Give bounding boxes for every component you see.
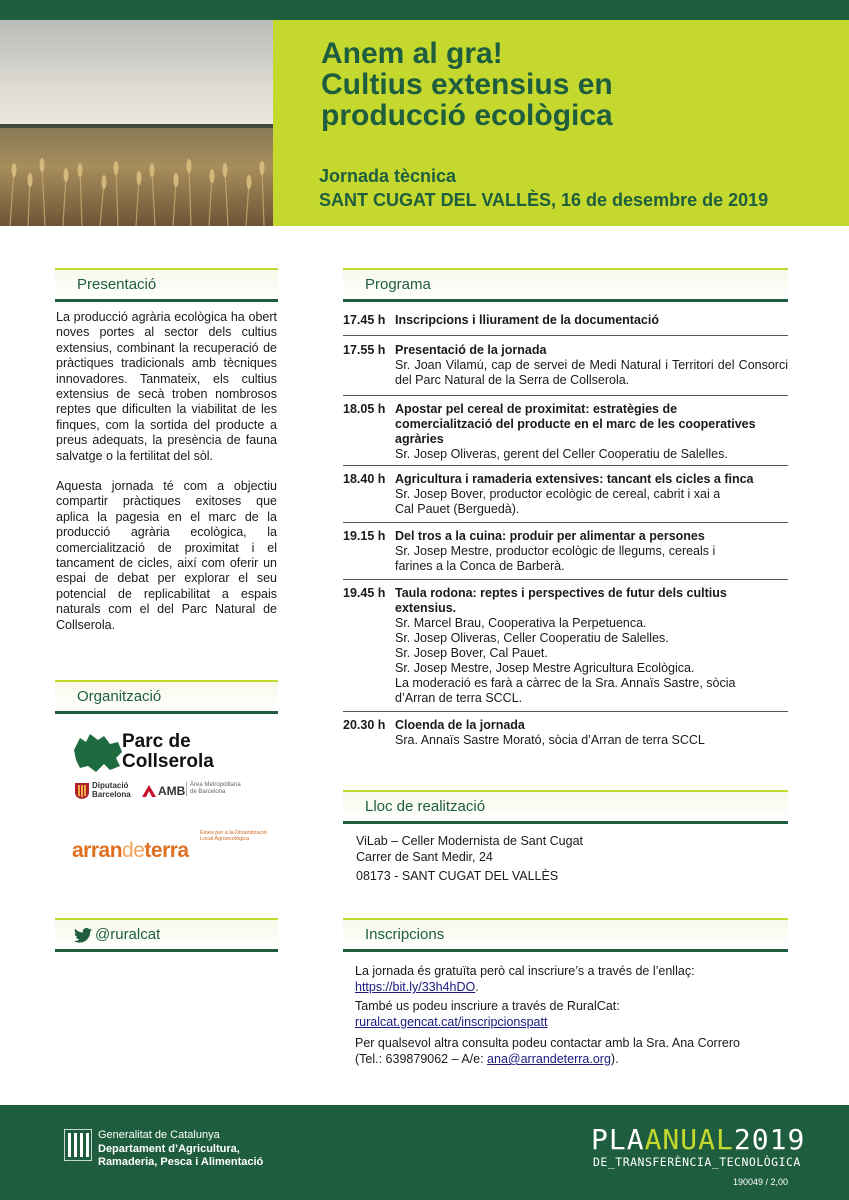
program-detail: d’Arran de terra SCCL. [395, 691, 523, 705]
diputacio-line: Barcelona [92, 790, 131, 799]
program-title: Cloenda de la jornada [395, 718, 525, 732]
section-header-programa [343, 268, 788, 302]
program-item [343, 529, 788, 574]
program-time: 19.45 h [343, 586, 386, 600]
arran-word: de [122, 839, 145, 862]
program-item [343, 313, 788, 328]
program-item [343, 718, 788, 748]
parc-logo-line: Parc de [122, 731, 191, 752]
section-header-presentacio [55, 268, 278, 302]
department-name-line1: Departament d’Agricultura, [98, 1143, 240, 1155]
diputacio-shield-icon [74, 782, 90, 800]
program-detail: Sr. Josep Bover, Cal Pauet. [395, 646, 548, 660]
program-time: 18.05 h [343, 402, 386, 416]
program-detail: Cal Pauet (Berguedà). [395, 502, 520, 516]
program-detail: Sr. Josep Oliveras, Celler Cooperatiu de Salelles. [395, 631, 669, 645]
pla-anual-logo [591, 1123, 805, 1156]
program-item [343, 343, 788, 388]
program-item-header [343, 472, 788, 487]
section-title: Inscripcions [365, 926, 445, 943]
program-detail: Sr. Josep Bover, productor ecològic de cereal, cabrit i xai a [395, 487, 721, 501]
program-item [343, 586, 788, 706]
diputacio-logo-text [92, 781, 131, 799]
arran-de-terra-logo [72, 830, 267, 864]
anual-word: ANUAL [644, 1123, 734, 1156]
title-line: Anem al gra! [321, 37, 503, 70]
event-location-date: SANT CUGAT DEL VALLÈS, 16 de desembre de 2019 [319, 190, 769, 210]
section-title: Organització [77, 688, 162, 705]
venue-name: ViLab – Celler Modernista de Sant Cugat [356, 834, 583, 848]
program-time: 17.45 h [343, 313, 386, 327]
amb-sub-line: de Barcelona [190, 789, 226, 795]
program-title: Presentació de la jornada [395, 343, 547, 357]
program-title: Agricultura i ramaderia extensives: tancant els cicles a finca [395, 472, 754, 486]
program-detail: Sr. Josep Mestre, Josep Mestre Agricultura Ecològica. [395, 661, 695, 675]
arran-word: terra [144, 839, 189, 862]
event-type: Jornada tècnica [319, 166, 457, 186]
arran-logo-text [72, 839, 189, 863]
arran-logo-tagline [200, 830, 267, 842]
top-strip [0, 0, 849, 20]
pla-anual-subtitle: DE_TRANSFERÈNCIA_TECNOLÒGICA [593, 1155, 801, 1169]
wheat-field-photo [0, 20, 273, 226]
program-title: Inscripcions i lliurament de la documentació [395, 313, 659, 327]
section-header-lloc [343, 790, 788, 824]
program-divider [343, 711, 788, 712]
department-name-line2: Ramaderia, Pesca i Alimentació [98, 1156, 264, 1168]
title-line: producció ecològica [321, 99, 613, 132]
inscripcions-paragraph-2 [355, 998, 795, 1030]
inscripcions-text: Per qualsevol altra consulta podeu contactar amb la Sra. Ana Correro [355, 1036, 740, 1050]
program-detail: Sr. Josep Mestre, productor ecològic de llegums, cereals i [395, 544, 716, 558]
footer [0, 1105, 849, 1200]
generalitat-emblem-icon [64, 1129, 92, 1161]
arran-tag-line: Eines per a la Dinamització [200, 830, 267, 836]
amb-logo [142, 780, 252, 802]
program-divider [343, 335, 788, 336]
section-header-organitzacio [55, 680, 278, 714]
program-item-header [343, 402, 788, 447]
program-item-header [343, 343, 788, 358]
program-item-header [343, 586, 788, 616]
amb-sub-line: Àrea Metropolitana [190, 782, 241, 788]
program-item-header [343, 313, 788, 328]
program-time: 18.40 h [343, 472, 386, 486]
generalitat-name: Generalitat de Catalunya [98, 1129, 220, 1141]
program-divider [343, 579, 788, 580]
program-item-header [343, 529, 788, 544]
title-line: Cultius extensius en [321, 68, 613, 101]
program-detail: Sra. Annaïs Sastre Morató, sòcia d’Arran de terra SCCL [395, 733, 705, 747]
program-item-header [343, 718, 788, 733]
inscripcions-paragraph-1 [355, 963, 795, 995]
section-title: Presentació [77, 276, 157, 293]
collserola-map-icon [70, 732, 126, 774]
program-time: 17.55 h [343, 343, 386, 357]
program-divider [343, 522, 788, 523]
parc-collserola-logo [70, 730, 250, 775]
presentacio-paragraph-2: Aquesta jornada té com a objectiu compartir pràctiques exitoses que aplica la pagesia en el marc de la producció agrària ecològica, la comercialització de proximitat i el tancament de cicles, així com oferir un espai de debat per explorar el seu potencial de replicabilitat a espais naturals com el del Parc Natural de Collserola. [56, 479, 277, 632]
presentacio-paragraph-1: La producció agrària ecològica ha obert noves portes al sector dels cultius extensius, combinant la recuperació de pràctiques tradicionals amb tècniques innovadores. Tanmateix, els cultius extensius de secà troben nombrosos reptes que dificulten la viabilitat de les finques, com la sortida del producte a preus adequats, la presència de fauna salvatge o la fertilitat del sòl. [56, 310, 277, 463]
inscripcions-text: També us podeu inscriure a través de RuralCat: [355, 999, 620, 1013]
diputacio-logo [74, 780, 144, 802]
venue-city: 08173 - SANT CUGAT DEL VALLÈS [356, 869, 559, 883]
diputacio-line: Diputació [92, 781, 129, 790]
inscripcions-paragraph-3 [355, 1035, 795, 1067]
registration-link[interactable]: https://bit.ly/33h4hDO [355, 980, 476, 994]
program-title: Apostar pel cereal de proximitat: estratègies de comercialització del producte en el marc de les cooperatives agràries [395, 402, 756, 446]
program-time: 20.30 h [343, 718, 386, 732]
punctuation: . [475, 980, 479, 994]
amb-logo-subtitle [186, 782, 241, 796]
twitter-icon [74, 928, 92, 943]
amb-logo-text: AMB [158, 784, 186, 798]
program-time: 19.15 h [343, 529, 386, 543]
email-link[interactable]: ana@arrandeterra.org [487, 1052, 611, 1066]
pla-word: PLA [591, 1123, 645, 1156]
program-detail: La moderació es farà a càrrec de la Sra. Annaïs Sastre, sòcia [395, 676, 736, 690]
program-item [343, 472, 788, 517]
arran-word: arran [72, 839, 123, 862]
program-title: Del tros a la cuina: produir per alimentar a persones [395, 529, 705, 543]
program-item [343, 402, 788, 462]
program-detail: Sr. Josep Oliveras, gerent del Celler Cooperatiu de Salelles. [395, 447, 728, 461]
section-header-social [55, 918, 278, 952]
program-detail: farines a la Conca de Barberà. [395, 559, 565, 573]
hero-banner [273, 20, 849, 226]
venue-street: Carrer de Sant Medir, 24 [356, 850, 493, 864]
amb-triangle-icon [142, 785, 156, 797]
arran-tag-line: Local Agroecològica [200, 836, 250, 842]
document-code: 190049 / 2,00 [733, 1177, 789, 1187]
section-title: Programa [365, 276, 431, 293]
program-detail: Sr. Marcel Brau, Cooperativa la Perpetuenca. [395, 616, 647, 630]
inscripcions-text: (Tel.: 639879062 – A/e: [355, 1052, 488, 1066]
inscripcions-text: La jornada és gratuïta però cal inscriure’s a través de l’enllaç: [355, 964, 695, 978]
program-title: Taula rodona: reptes i perspectives de futur dels cultius extensius. [395, 586, 727, 615]
ruralcat-link[interactable]: ruralcat.gencat.cat/inscripcionspatt [355, 1015, 548, 1029]
punctuation: ). [610, 1052, 619, 1066]
year: 2019 [733, 1123, 806, 1156]
parc-logo-text [122, 732, 214, 772]
twitter-handle[interactable]: @ruralcat [95, 926, 161, 943]
section-header-inscripcions [343, 918, 788, 952]
page-title [321, 38, 841, 131]
program-detail: Sr. Joan Vilamú, cap de servei de Medi Natural i Territori del Consorci del Parc Natural de la Serra de Collserola. [395, 358, 788, 387]
program-divider [343, 465, 788, 466]
parc-logo-line: Collserola [122, 751, 214, 772]
program-divider [343, 395, 788, 396]
section-title: Lloc de realització [365, 798, 486, 815]
